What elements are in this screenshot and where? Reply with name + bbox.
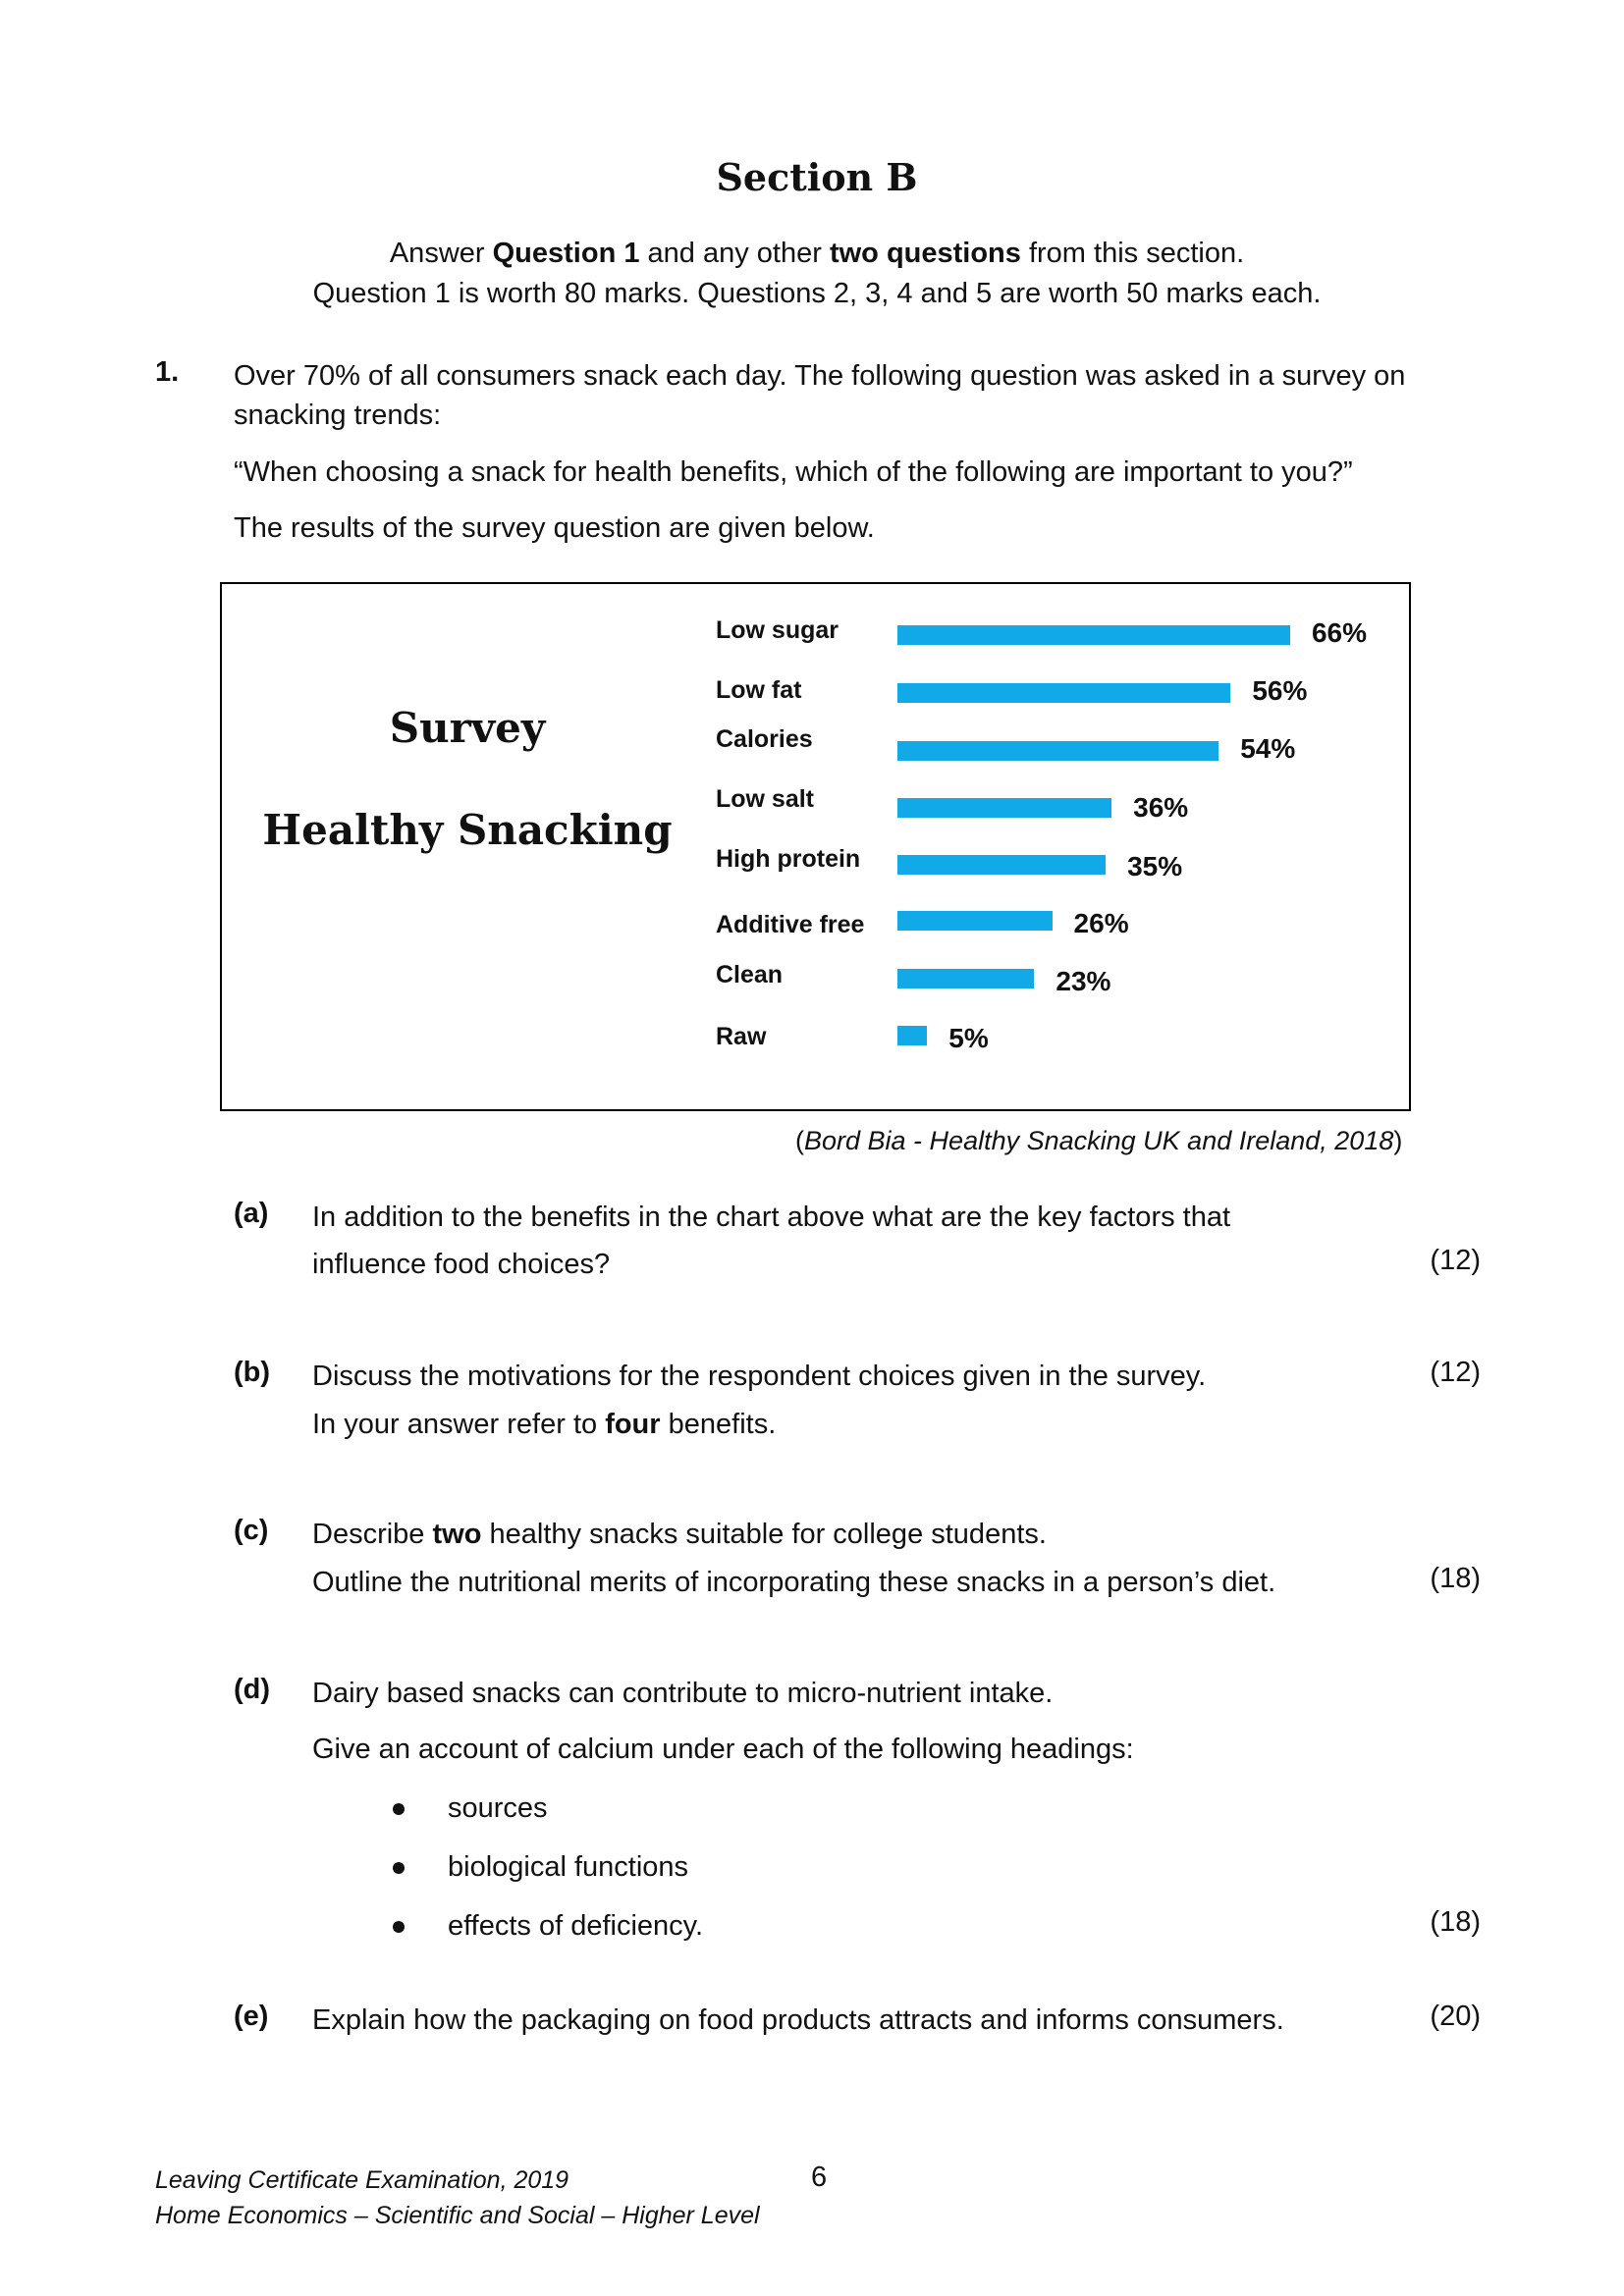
survey-chart: [220, 582, 1411, 1111]
category-label: Low salt: [716, 785, 815, 813]
bullet-item: biological functions: [448, 1851, 689, 1883]
instructions-text: from this section.: [1020, 238, 1245, 269]
part-a-marks: (12): [1430, 1245, 1481, 1276]
part-c-line-2: Outline the nutritional merits of incorporating these snacks in a person’s diet.: [312, 1567, 1276, 1598]
value-label: 54%: [1240, 733, 1296, 764]
part-d-marks: (18): [1430, 1906, 1481, 1938]
chart-citation: [795, 1126, 1402, 1156]
part-b-letter: (b): [234, 1357, 271, 1388]
part-b-line-2: [312, 1405, 776, 1444]
footer-subject: Home Economics – Scientific and Social – Higher Level: [155, 2202, 760, 2229]
part-b-bold: four: [605, 1409, 661, 1440]
chart-title-line-2: Healthy Snacking: [262, 806, 673, 854]
instructions-bold-question: Question 1: [492, 238, 640, 269]
part-c-text: healthy snacks suitable for college students.: [481, 1519, 1047, 1550]
category-label: Additive free: [716, 911, 865, 938]
value-label: 56%: [1252, 675, 1308, 706]
part-e-letter: (e): [234, 2001, 269, 2032]
question-number: 1.: [155, 356, 180, 388]
bar: [897, 855, 1106, 875]
instructions-text: and any other: [639, 238, 830, 269]
bar: [897, 741, 1218, 761]
part-c-bold: two: [432, 1519, 482, 1550]
part-c-marks: (18): [1430, 1563, 1481, 1594]
part-c-letter: (c): [234, 1515, 269, 1546]
category-label: Low fat: [716, 676, 802, 704]
bar: [897, 911, 1053, 931]
part-a-line-2: influence food choices?: [312, 1249, 611, 1280]
bar: [897, 969, 1034, 988]
instructions-bold-count: two questions: [829, 238, 1021, 269]
part-e-marks: (20): [1430, 2001, 1481, 2032]
chart-title-line-1: Survey: [389, 704, 546, 752]
category-label: Low sugar: [716, 616, 839, 644]
part-d-line-1: Dairy based snacks can contribute to micro-nutrient intake.: [312, 1678, 1054, 1709]
question-intro-line-1: Over 70% of all consumers snack each day. The following question was asked in a survey on: [234, 360, 1406, 392]
value-label: 36%: [1133, 792, 1189, 823]
citation-open: (: [795, 1126, 804, 1155]
part-b-marks: (12): [1430, 1357, 1481, 1388]
part-b-line-1: Discuss the motivations for the respondent choices given in the survey.: [312, 1361, 1207, 1392]
part-b-text: In your answer refer to: [312, 1409, 606, 1440]
category-label: Raw: [716, 1023, 767, 1050]
value-label: 66%: [1311, 617, 1367, 648]
part-c-text: Describe: [312, 1519, 433, 1550]
part-a-letter: (a): [234, 1198, 269, 1229]
instructions-text: Answer: [389, 238, 493, 269]
bar: [897, 798, 1111, 818]
part-d-letter: (d): [234, 1674, 271, 1705]
question-intro-line-2: snacking trends:: [234, 400, 442, 431]
part-d-line-2: Give an account of calcium under each of the following headings:: [312, 1734, 1134, 1765]
value-label: 35%: [1127, 851, 1183, 881]
bar: [897, 1026, 927, 1045]
value-label: 26%: [1073, 908, 1129, 938]
bullet-icon: [393, 1803, 405, 1815]
category-label: Calories: [716, 725, 813, 753]
instructions-line-1: [0, 238, 1624, 270]
citation-text: Bord Bia - Healthy Snacking UK and Ireland, 2018: [804, 1126, 1394, 1155]
citation-close: ): [1393, 1126, 1403, 1155]
section-title: Section B: [716, 155, 918, 199]
results-intro: The results of the survey question are given below.: [234, 512, 875, 544]
bullet-item: sources: [448, 1792, 548, 1824]
instructions-line-2: Question 1 is worth 80 marks. Questions 2, 3, 4 and 5 are worth 50 marks each.: [312, 278, 1322, 309]
category-label: Clean: [716, 961, 784, 988]
category-label: High protein: [716, 845, 861, 873]
survey-quote: “When choosing a snack for health benefits, which of the following are important to you?”: [234, 456, 1353, 488]
part-c-line-1: [312, 1515, 1047, 1554]
part-e-line-1: Explain how the packaging on food products attracts and informs consumers.: [312, 2004, 1284, 2036]
value-label: 23%: [1056, 966, 1111, 996]
part-a-line-1: In addition to the benefits in the chart above what are the key factors that: [312, 1201, 1231, 1233]
part-b-text: benefits.: [660, 1409, 777, 1440]
bullet-icon: [393, 1921, 405, 1933]
value-label: 5%: [948, 1023, 989, 1053]
page-number: 6: [811, 2162, 828, 2193]
bar: [897, 625, 1290, 645]
bar: [897, 683, 1230, 703]
footer-exam-title: Leaving Certificate Examination, 2019: [155, 2166, 569, 2194]
bullet-item: effects of deficiency.: [448, 1910, 704, 1942]
bullet-icon: [393, 1862, 405, 1874]
